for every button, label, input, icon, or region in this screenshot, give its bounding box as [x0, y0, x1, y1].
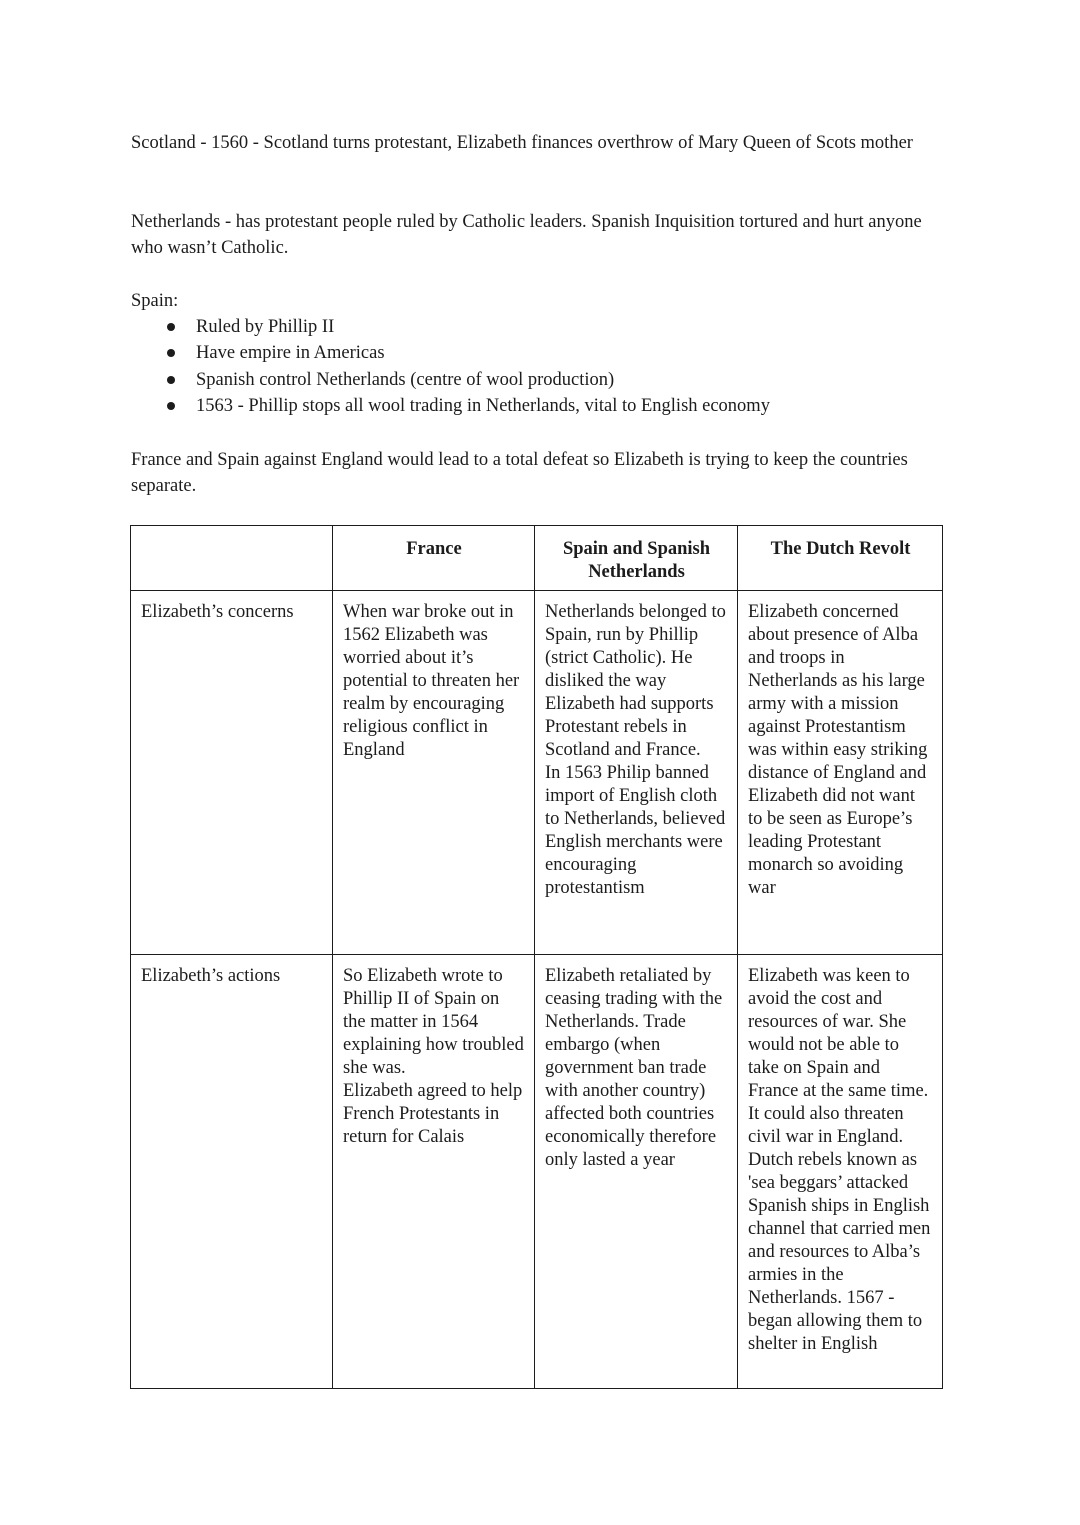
- header-cell-dutch-revolt: The Dutch Revolt: [738, 526, 943, 591]
- conclusion-paragraph: France and Spain against England would lead to a total defeat so Elizabeth is trying to keep the countries separate.: [131, 450, 908, 496]
- table-cell: So Elizabeth wrote to Phillip II of Spain on the matter in 1564 explaining how troubled she was. Elizabeth agreed to help French Protestants in return for Calais: [333, 955, 535, 1389]
- row-label-actions: Elizabeth’s actions: [131, 955, 333, 1389]
- spain-heading: Spain:: [131, 291, 179, 311]
- table-cell: Elizabeth retaliated by ceasing trading with the Netherlands. Trade embargo (when government ban trade with another country) affected both countries economically therefore only lasted a year: [535, 955, 738, 1389]
- bullet-icon: [167, 402, 175, 410]
- row-label-concerns: Elizabeth’s concerns: [131, 591, 333, 955]
- table-cell: Netherlands belonged to Spain, run by Phillip (strict Catholic). He disliked the way Elizabeth had supports Protestant rebels in Scotland and France. In 1563 Philip banned import of English cloth to Netherlands, believed English merchants were encouraging protestantism: [535, 591, 738, 955]
- table-cell: When war broke out in 1562 Elizabeth was worried about it’s potential to threaten her realm by encouraging religious conflict in England: [333, 591, 535, 955]
- comparison-table: [130, 525, 943, 1389]
- bullet-icon: [167, 349, 175, 357]
- list-item: Have empire in Americas: [131, 340, 951, 366]
- bullet-icon: [167, 376, 175, 384]
- table-cell: Elizabeth concerned about presence of Alba and troops in Netherlands as his large army with a mission against Protestantism was within easy striking distance of England and Elizabeth did not want to be seen as Europe’s leading Protestant monarch so avoiding war: [738, 591, 943, 955]
- table-row: [131, 955, 943, 1389]
- table-row: [131, 591, 943, 955]
- header-cell-empty: [131, 526, 333, 591]
- table-cell: Elizabeth was keen to avoid the cost and resources of war. She would not be able to take on Spain and France at the same time. It could also threaten civil war in England. Dutch rebels known as 'sea beggars’ attacked Spanish ships in English channel that carried men and resources to Alba’s armies in the Netherlands. 1567 - began allowing them to shelter in English: [738, 955, 943, 1389]
- list-item: Spanish control Netherlands (centre of wool production): [131, 367, 951, 393]
- table-header-row: [131, 526, 943, 591]
- netherlands-paragraph: Netherlands - has protestant people ruled by Catholic leaders. Spanish Inquisition tortured and hurt anyone who wasn’t Catholic.: [131, 212, 922, 258]
- spain-bullet-list: [131, 314, 951, 419]
- header-cell-spain: Spain and Spanish Netherlands: [535, 526, 738, 591]
- bullet-icon: [167, 323, 175, 331]
- header-cell-france: France: [333, 526, 535, 591]
- list-item: 1563 - Phillip stops all wool trading in Netherlands, vital to English economy: [131, 393, 951, 419]
- list-item: Ruled by Phillip II: [131, 314, 951, 340]
- scotland-paragraph: Scotland - 1560 - Scotland turns protestant, Elizabeth finances overthrow of Mary Queen of Scots mother: [131, 133, 913, 153]
